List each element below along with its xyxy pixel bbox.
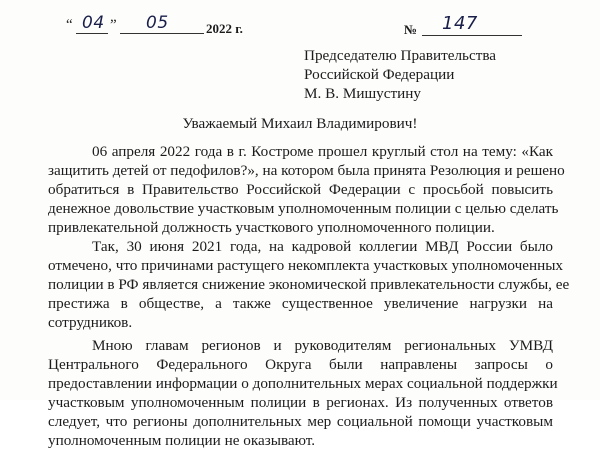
letter-body: [48, 142, 570, 450]
paragraph-2: [48, 237, 570, 332]
text-line: участковым уполномоченным полиции в регионах. Из полученных ответов: [48, 394, 553, 411]
text-line: денежное довольствие участковым уполномоченным полиции с целью сделать: [48, 200, 559, 217]
date-day-underline: [76, 33, 108, 34]
date-month-underline: [120, 33, 204, 34]
close-quote: ”: [110, 17, 117, 33]
text-line: 06 апреля 2022 года в г. Костроме прошел круглый стол на тему: «Как: [92, 143, 553, 160]
paragraph-3: [48, 336, 558, 450]
text-line: отмечено, что причинами растущего некомплекта участковых уполномоченных: [48, 257, 564, 274]
text-line: престижа в обществе, а также существенное увеличение нагрузки на: [48, 295, 553, 312]
number-underline: [422, 35, 522, 36]
letter-date: [64, 13, 274, 38]
number-value: 147: [442, 13, 478, 34]
date-year: 2022 г.: [206, 21, 243, 36]
open-quote: “: [66, 17, 73, 33]
text-line: защитить детей от педофилов?», на котором была принята Резолюция и решено: [48, 162, 565, 179]
addressee-block: [304, 46, 584, 103]
letter-number: [404, 13, 524, 40]
text-line: следует, что регионы дополнительных мер социальной помощи участковым: [48, 413, 553, 430]
paragraph-1: [48, 142, 565, 237]
text-line: привлекательной должность участкового уполномоченного полиции.: [48, 219, 495, 236]
text-line: Центрального Федерального Округа были направлены запросы о: [48, 356, 553, 373]
addressee-line: Председателю Правительства: [304, 47, 497, 64]
text-line: сотрудников.: [48, 314, 133, 331]
text-line: Так, 30 июня 2021 года, на кадровой коллегии МВД России было: [92, 238, 553, 255]
date-day: 04: [82, 13, 105, 33]
salutation: Уважаемый Михаил Владимирович!: [182, 115, 418, 132]
date-month: 05: [146, 13, 169, 33]
text-line: обратиться в Правительство Российской Федерации с просьбой повысить: [48, 181, 553, 198]
text-line: Мною главам регионов и руководителям региональных УМВД: [92, 337, 553, 354]
number-sign: №: [404, 22, 418, 37]
addressee-line: Российской Федерации: [304, 66, 455, 83]
text-line: полиции в РФ является снижение экономической привлекательности службы, ее: [48, 276, 570, 293]
addressee-line: М. В. Мишустину: [304, 85, 421, 102]
text-line: уполномоченным полиции не оказывают.: [48, 432, 316, 449]
text-line: предоставлении информации о дополнительных мерах социальной поддержки: [48, 375, 558, 392]
